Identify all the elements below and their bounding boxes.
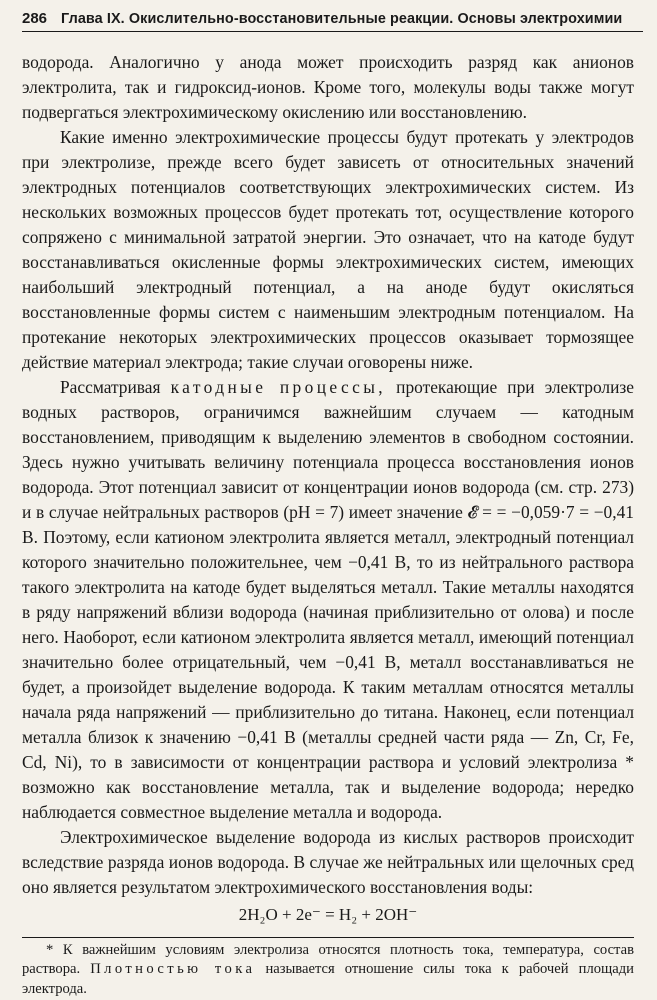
paragraph-continuation: водорода. Аналогично у анода может происходить разряд как анионов электролита, так и гидроксид-ионов. Кроме того, молекулы воды также могут подвергаться электрохимическому окислению или восстановлению. (22, 52, 634, 122)
emphasized-term: катодные процессы, (170, 377, 387, 397)
main-text (22, 50, 634, 931)
page-number: 286 (22, 10, 48, 27)
paragraph-cathode-processes (22, 375, 634, 825)
footnote-text (22, 941, 634, 999)
footnote-divider (22, 937, 634, 938)
running-title: Глава IX. Окислительно-восстановительные реакции. Основы электрохимии (61, 11, 623, 27)
paragraph-body: протекающие при электролизе водных растворов, ограничимся важнейшим случаем — катодным восстановлением, приводящим к выделению элементов в свободном состоянии. Здесь нужно учитывать величину потенциала процесса восстановления ионов водорода. Этот потенциал зависит от концентрации ионов водорода (см. стр. 273) и в случае нейтральных растворов (pH = 7) имеет значение 𝓔 = = −0,059·7 = −0,41 В. Поэтому, если катионом электролита является металл, электродный потенциал которого значительно положительнее, чем −0,41 В, то из нейтрального раствора такого электролита на катоде будет выделяться металл. Такие металлы находятся в ряду напряжений вблизи водорода (начиная приблизительно от олова) и после него. Наоборот, если катионом электролита является металл, имеющий потенциал значительно более отрицательный, чем −0,41 В, металл восстанавливаться не будет, а произойдет выделение водорода. К таким металлам относятся металлы начала ряда напряжений — приблизительно до титана. Наконец, если потенциал металла близок к значению −0,41 В (металлы средней части ряда — Zn, Cr, Fe, Cd, Ni), то в зависимости от концентрации раствора и условий электролиза * возможно как восстановление металла, так и выделение водорода; нередко наблюдается совместное выделение металла и водорода. (22, 377, 635, 822)
paragraph-electrode-processes: Какие именно электрохимические процессы будут протекать у электродов при электролизе, прежде всего будет зависеть от относительных значений электродных потенциалов соответствующих электрохимических систем. Из нескольких возможных процессов будет протекать тот, осуществление которого сопряжено с минимальной затратой энергии. Это означает, что на катоде будут восстанавливаться окисленные формы электрохимических систем, имеющих наибольший электродный потенциал, а на аноде будут окисляться восстановленные формы систем с наименьшим электродным потенциалом. На протекание некоторых электрохимических процессов оказывает тормозящее действие материал электрода; такие случаи оговорены ниже. (22, 127, 634, 372)
footnote-emphasized-term: Плотностью тока (90, 961, 256, 978)
footnote (22, 941, 634, 999)
paragraph-lead: Рассматривая (60, 377, 161, 397)
equation: 2H₂O + 2e⁻ = H₂ + 2OH⁻ (238, 905, 418, 924)
paragraph-hydrogen-evolution: Электрохимическое выделение водорода из кислых растворов происходит вследствие разряда ионов водорода. В случае же нейтральных или щелочных сред оно является результатом электрохимического восстановления воды: (22, 827, 634, 897)
footnote-rest: называется отношение силы тока к рабочей площади электрода. (22, 961, 634, 997)
footnote-lead: * К важнейшим условиям электролиза относятся плотность тока, температура, состав раствора. (22, 942, 634, 978)
page-header (22, 10, 643, 32)
